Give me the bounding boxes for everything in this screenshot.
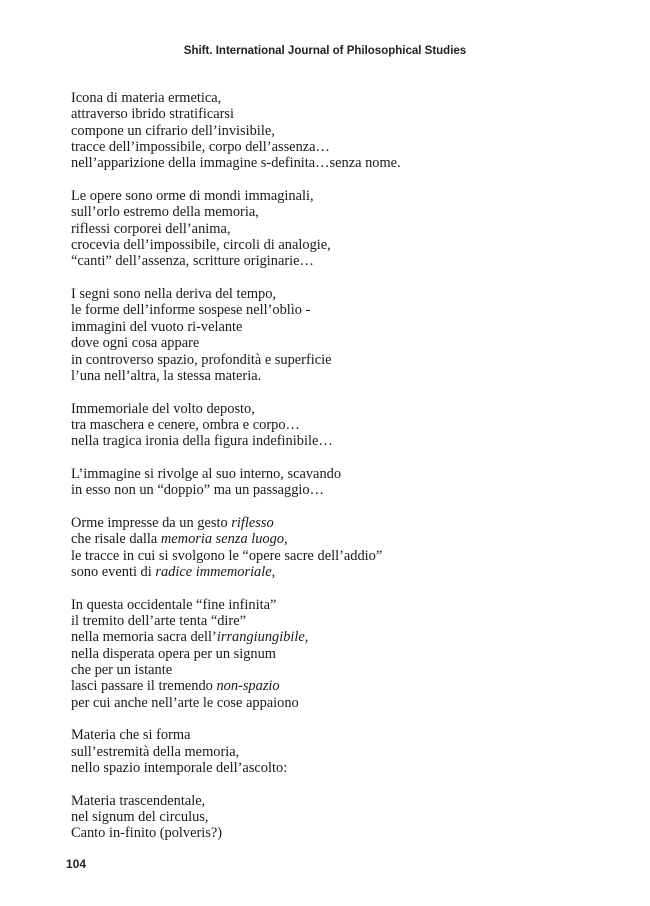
poem-line: compone un cifrario dell’invisibile, (71, 122, 275, 139)
running-header: Shift. International Journal of Philosophical Studies (183, 45, 467, 57)
poem-line: dove ogni cosa appare (71, 335, 200, 352)
stanza (71, 188, 631, 270)
poem-line: che per un istante (71, 662, 173, 679)
poem-line: che risale dalla memoria senza luogo, (71, 531, 288, 548)
poem-line: per cui anche nell’arte le cose appaiono (71, 694, 299, 711)
poem-line: nel signum del circulus, (71, 809, 209, 826)
stanza (71, 90, 631, 172)
poem-line: riflessi corporei dell’anima, (71, 220, 231, 237)
poem-line: crocevia dell’impossibile, circoli di analogie, (71, 237, 331, 254)
poem-line: “canti” dell’assenza, scritture originarie… (71, 253, 314, 270)
poem-line: nella disperata opera per un signum (71, 645, 276, 662)
poem-line: il tremito dell’arte tenta “dire” (71, 613, 246, 629)
poem-line: In questa occidentale “fine infinita” (71, 596, 277, 613)
poem-line: sull’estremità della memoria, (71, 743, 240, 760)
poem-line: sull’orlo estremo della memoria, (71, 204, 259, 221)
poem-line: in controverso spazio, profondità e superficie (71, 351, 332, 368)
poem-body (71, 90, 631, 858)
stanza (71, 793, 631, 842)
page-number: 104 (66, 857, 87, 871)
poem-line: Canto in-finito (polveris?) (71, 825, 223, 842)
poem-line: immagini del vuoto ri-velante (71, 318, 243, 335)
poem-line: in esso non un “doppio” ma un passaggio… (71, 482, 325, 499)
stanza (71, 466, 631, 499)
poem-line: Orme impresse da un gesto riflesso (71, 514, 274, 531)
stanza (71, 515, 631, 580)
poem-line: attraverso ibrido stratificarsi (71, 106, 235, 123)
poem-line: le tracce in cui si svolgono le “opere sacre dell’addio” (71, 547, 383, 564)
poem-line: nella memoria sacra dell’irrangiungibile, (71, 629, 309, 646)
poem-line: Icona di materia ermetica, (71, 90, 222, 106)
poem-line: l’una nell’altra, la stessa materia. (71, 367, 262, 384)
poem-line: le forme dell’informe sospese nell’oblìo - (71, 302, 311, 319)
poem-line: L’immagine si rivolge al suo interno, scavando (71, 465, 342, 482)
poem-line: I segni sono nella deriva del tempo, (71, 286, 277, 303)
poem-line: Materia che si forma (71, 727, 191, 744)
poem-line: nello spazio intemporale dell’ascolto: (71, 760, 288, 777)
poem-line: tracce dell’impossibile, corpo dell’assenza… (71, 139, 330, 156)
poem-line: sono eventi di radice immemoriale, (71, 563, 276, 580)
poem-line: lasci passare il tremendo non-spazio (71, 678, 280, 695)
stanza (71, 727, 631, 776)
stanza (71, 597, 631, 711)
poem-line: Immemoriale del volto deposto, (71, 400, 255, 417)
stanza (71, 401, 631, 450)
poem-line: Materia trascendentale, (71, 792, 206, 809)
poem-line: Le opere sono orme di mondi immaginali, (71, 188, 314, 205)
poem-line: nella tragica ironia della figura indefinibile… (71, 433, 333, 450)
poem-line: tra maschera e cenere, ombra e corpo… (71, 416, 300, 433)
poem-line: nell’apparizione della immagine s-definita…senza nome. (71, 155, 401, 172)
stanza (71, 286, 631, 384)
